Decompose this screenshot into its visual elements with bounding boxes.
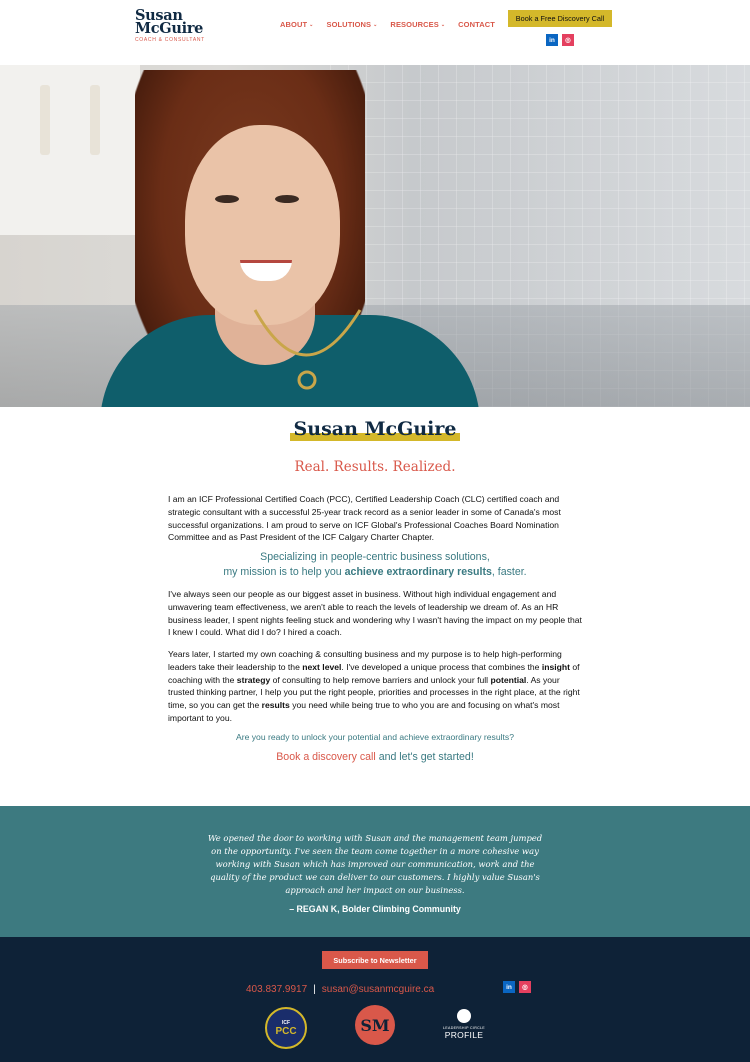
nav-about-label: ABOUT xyxy=(280,20,308,29)
purpose-bold: results xyxy=(261,700,290,711)
linkedin-icon[interactable]: in xyxy=(503,981,515,993)
instagram-icon[interactable]: ◎ xyxy=(519,981,531,993)
nav-resources-label: RESOURCES xyxy=(390,20,439,29)
purpose-text: you need while being true to who you are and focusing on what's most important to you. xyxy=(168,700,560,723)
nav-solutions-label: SOLUTIONS xyxy=(326,20,372,29)
sm-monogram-logo: SM xyxy=(355,1005,395,1045)
book-discovery-call-button[interactable]: Book a Free Discovery Call xyxy=(508,10,612,27)
nav-solutions[interactable] xyxy=(326,20,377,29)
tagline: Real. Results. Realized. xyxy=(294,459,456,475)
email-link[interactable]: susan@susanmcguire.ca xyxy=(321,984,435,995)
chevron-down-icon: ⌄ xyxy=(373,21,378,28)
leadership-circle-badge xyxy=(440,1009,488,1049)
nav-resources[interactable] xyxy=(390,20,445,29)
subscribe-newsletter-button[interactable]: Subscribe to Newsletter xyxy=(322,951,428,969)
book-call-rest: and let's get started! xyxy=(375,751,474,763)
nav-contact-label: CONTACT xyxy=(458,20,495,29)
chevron-down-icon: ⌄ xyxy=(440,21,446,28)
chevron-down-icon: ⌄ xyxy=(309,21,314,28)
specializing-line2 xyxy=(0,565,750,580)
lc-badge-small: LEADERSHIP CIRCLE xyxy=(443,1026,485,1030)
purpose-text: . As your trusted thinking partner, I help you put the right people, priorities and processes in the right place, at the right time, so you can get the xyxy=(168,674,580,711)
necklace xyxy=(250,305,370,407)
purpose-text: of consulting to help remove barriers and unlock your full xyxy=(270,674,491,685)
pcc-badge-label: PCC xyxy=(275,1025,297,1037)
ready-question: Are you ready to unlock your potential and achieve extraordinary results? xyxy=(235,732,515,742)
footer-social xyxy=(503,981,531,993)
hero-portrait-image xyxy=(0,65,750,407)
contact-separator: | xyxy=(313,984,316,995)
specializing-bold: achieve extraordinary results xyxy=(344,565,492,578)
nav-contact[interactable] xyxy=(458,20,495,29)
header-social xyxy=(546,34,574,46)
site-footer xyxy=(0,937,750,1062)
specializing-line1: Specializing in people-centric business solutions, xyxy=(260,551,490,563)
portrait-eye xyxy=(215,195,239,203)
main-nav xyxy=(280,20,495,29)
instagram-icon[interactable]: ◎ xyxy=(562,34,574,46)
cabinet-handle xyxy=(40,85,50,155)
logo-subtitle: COACH & CONSULTANT xyxy=(135,37,205,43)
purpose-bold: potential xyxy=(490,674,527,685)
site-header xyxy=(0,0,750,65)
purpose-paragraph xyxy=(168,648,582,725)
lc-badge-big: PROFILE xyxy=(444,1030,484,1040)
purpose-text: Years later, I started my own coaching & consulting business and my purpose is to help high-performing leaders take their leadership to the xyxy=(168,649,562,672)
book-call-line xyxy=(0,751,750,763)
specializing-text: my mission is to help you xyxy=(223,565,345,578)
cabinet-handle xyxy=(90,85,100,155)
cabinet xyxy=(0,65,140,235)
site-logo[interactable] xyxy=(135,9,215,43)
name-heading-wrap xyxy=(0,418,750,440)
logo-name-line1: Susan xyxy=(135,7,183,24)
icf-badge-label: ICF xyxy=(281,1019,291,1026)
flower-icon xyxy=(457,1009,471,1023)
testimonial-author: – REGAN K, Bolder Climbing Community xyxy=(289,904,461,914)
purpose-bold: insight xyxy=(541,661,570,672)
specializing-text: , faster. xyxy=(491,565,527,578)
purpose-bold: strategy xyxy=(236,674,271,685)
phone-link[interactable]: 403.837.9917 xyxy=(246,984,308,995)
purpose-text: of coaching with the xyxy=(168,661,580,685)
portrait-eye xyxy=(275,195,299,203)
story-paragraph: I've always seen our people as our biggest asset in business. Without high individual engagement and unwavering team effectiveness, we aren't able to reach the levels of leadership we dream of. As an HR business leader, I spent nights feeling stuck and wondering why I wasn't having the impact on my people that I knew I could. What did I do? I hired a coach. xyxy=(168,589,582,638)
logo-name-line2: McGuire xyxy=(135,20,204,37)
testimonial-section xyxy=(0,806,750,937)
nav-about[interactable] xyxy=(280,20,313,29)
footer-contact xyxy=(246,984,434,995)
intro-paragraph: I am an ICF Professional Certified Coach (PCC), Certified Leadership Coach (CLC) certified coach and strategic consultant with a successful 25-year track record as a senior leader in some of Canada's most successful organizations. I am proud to serve on ICF Global's Professional Coaches Board Nomination Committee and as Past President of the ICF Calgary Charter Chapter. xyxy=(168,494,561,543)
icf-pcc-badge xyxy=(265,1007,307,1049)
page-title: Susan McGuire xyxy=(290,418,461,440)
specializing-statement xyxy=(0,550,750,579)
linkedin-icon[interactable]: in xyxy=(546,34,558,46)
portrait-face xyxy=(185,125,340,325)
book-discovery-call-link[interactable]: Book a discovery call xyxy=(276,751,376,763)
purpose-bold: next level xyxy=(302,661,342,672)
purpose-text: . I've developed a unique process that combines the xyxy=(341,661,542,672)
testimonial-quote: We opened the door to working with Susan and the management team jumped on the opportunity. I've seen the team come together in a more cohesive way working with Susan which has improved our communication, work and the quality of the product we can deliver to our customers. I highly value Susan's approach and her impact on our business. xyxy=(207,833,543,895)
